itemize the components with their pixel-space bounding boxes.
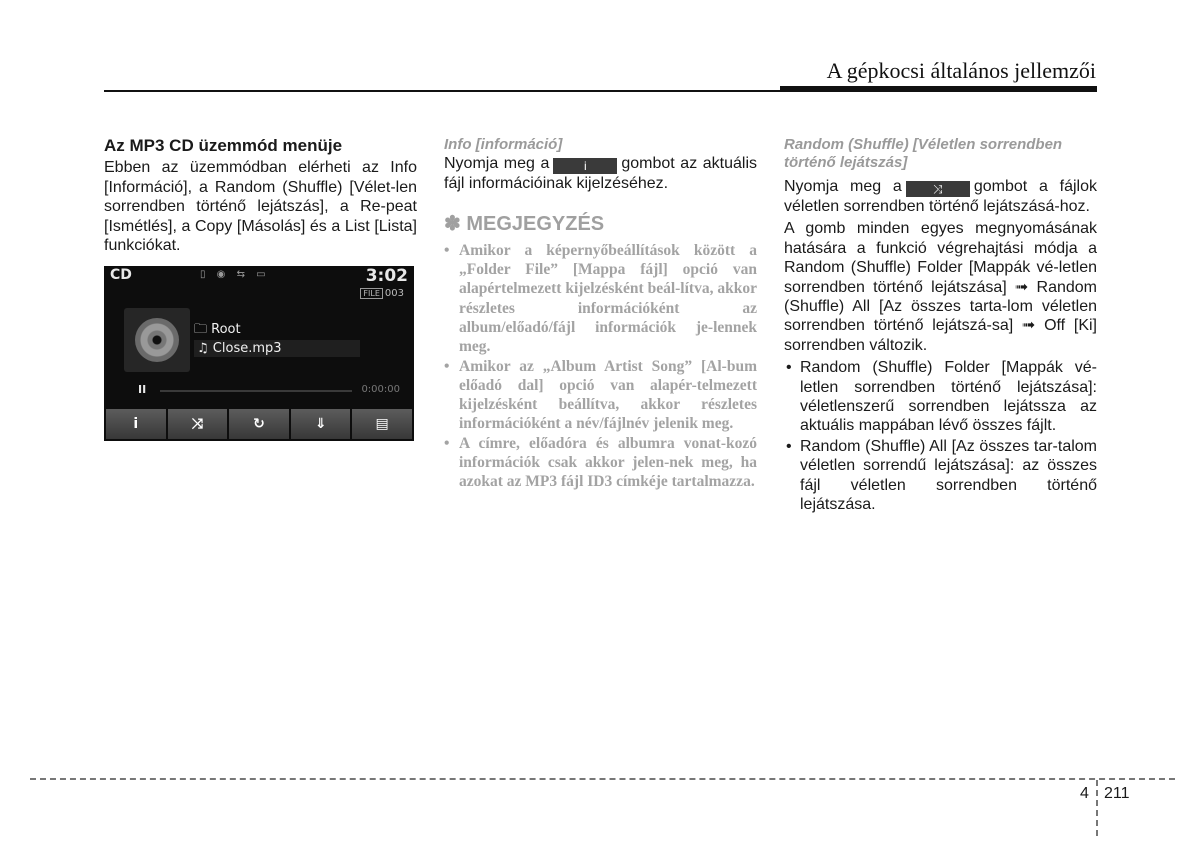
random-paragraph <box>784 177 1097 216</box>
note-item: • A címre, előadóra és albumra vonat-kozó információk csak akkor jelen-nek meg, ha azokat az MP3 fájl ID3 címkéje tartalmazza. <box>444 434 757 492</box>
random-bullet-list <box>784 358 1097 514</box>
copy-button[interactable] <box>291 409 351 439</box>
info-text-after: gombot az aktuális fájl információinak kijelzéséhez. <box>444 155 757 192</box>
shuffle-button[interactable] <box>168 409 228 439</box>
note-list <box>444 241 757 492</box>
info-icon: i <box>133 416 139 432</box>
shuffle-icon: ⤨ <box>906 181 970 197</box>
header-rule-thick <box>780 86 1097 92</box>
random-text-before: Nyomja meg a <box>784 178 902 195</box>
info-button[interactable] <box>106 409 166 439</box>
cd-disc-icon <box>135 318 179 362</box>
clock: 3:02 <box>365 266 408 286</box>
bullet-item: • Random (Shuffle) All [Az összes tar-talom véletlen sorrendű lejátszása]: az összes fájl véletlen sorrendben történő lejátszása. <box>784 437 1097 515</box>
random-text-after: gombot a fájlok véletlen sorrendben történő lejátszásá-hoz. <box>784 178 1097 215</box>
repeat-button[interactable] <box>229 409 289 439</box>
info-text-before: Nyomja meg a <box>444 155 550 172</box>
elapsed-time: 0:00:00 <box>361 384 400 395</box>
file-number: 003 <box>384 288 404 299</box>
note-item: • Amikor a képernyőbeállítások között a „Folder File” [Mappa fájl] opció van alapértelmezett kijelzésként beál-lítva, akkor részletes információként az album/előadó/fájl információk je-lennek meg. <box>444 241 757 357</box>
folder-row <box>194 320 241 342</box>
random-sequence-paragraph: A gomb minden egyes megnyomásának hatására a funkció végrehajtási módja a Random (Shuffle) Folder [Mappák vé-letlen sorrendben történő lejátszása] ➟ Random (Shuffle) All [Az összes tarta-lom véletlen sorrendben történő lejátszá-sa] ➟ Off [Ki] sorrendben változik. <box>784 220 1097 354</box>
file-badge: FILE <box>360 288 382 299</box>
shuffle-icon: ⤨ <box>191 416 203 432</box>
info-heading: Info [információ] <box>444 136 563 153</box>
mode-label: CD <box>110 267 132 283</box>
folder-name: Root <box>211 322 241 337</box>
note-heading: ✽ MEGJEGYZÉS <box>444 213 605 236</box>
chapter-number: 4 <box>1080 785 1089 802</box>
info-icon: i <box>553 158 617 174</box>
column-2 <box>444 136 757 492</box>
info-paragraph <box>444 154 757 193</box>
bullet-item: • Random (Shuffle) Folder [Mappák vé-letlen sorrendben történő lejátszása]: véletlenszerű sorrendben lejátssza az aktuális mappában lévő összes fájlt. <box>784 358 1097 436</box>
footer-dashed-rule <box>30 778 1175 780</box>
file-counter <box>360 288 404 299</box>
section-intro: Ebben az üzemmódban elérheti az Info [Információ], a Random (Shuffle) [Vélet-len sorrendben történő lejátszás], a Re-peat [Ismétlés], a Copy [Másolás] és a List [Lista] funkciókat. <box>104 159 417 255</box>
track-row <box>194 340 360 357</box>
column-3 <box>784 136 1097 516</box>
header-rule-thin <box>104 90 780 92</box>
note-item: • Amikor az „Album Artist Song” [Al-bum előadó dal] opció van alapér-telmezett kijelzésként beállítva, akkor részletes információként a név/fájlnév jelenik meg. <box>444 357 757 434</box>
page-number: 211 <box>1104 785 1130 802</box>
pause-icon: II <box>138 383 147 396</box>
list-icon: ▤ <box>375 416 389 432</box>
repeat-icon: ↻ <box>253 416 265 432</box>
random-heading: Random (Shuffle) [Véletlen sorrendben történő lejátszás] <box>784 136 1063 171</box>
copy-icon: ⇓ <box>314 416 327 432</box>
footer-vertical-dashed-rule <box>1096 780 1098 836</box>
album-art <box>124 308 190 372</box>
mp3-cd-screen <box>104 266 414 441</box>
status-icons: ▯ ◉ ⇆ ▭ <box>200 269 270 280</box>
page-header-title: A gépkocsi általános jellemzői <box>826 58 1096 83</box>
screen-button-bar <box>106 409 412 439</box>
list-button[interactable] <box>352 409 412 439</box>
section-heading: Az MP3 CD üzemmód menüje <box>104 136 343 155</box>
track-name: Close.mp3 <box>212 341 282 356</box>
column-1 <box>104 136 417 255</box>
music-note-icon: ♫ <box>197 341 209 356</box>
progress-bar <box>160 390 352 392</box>
folder-icon: 🗀 <box>194 322 208 337</box>
